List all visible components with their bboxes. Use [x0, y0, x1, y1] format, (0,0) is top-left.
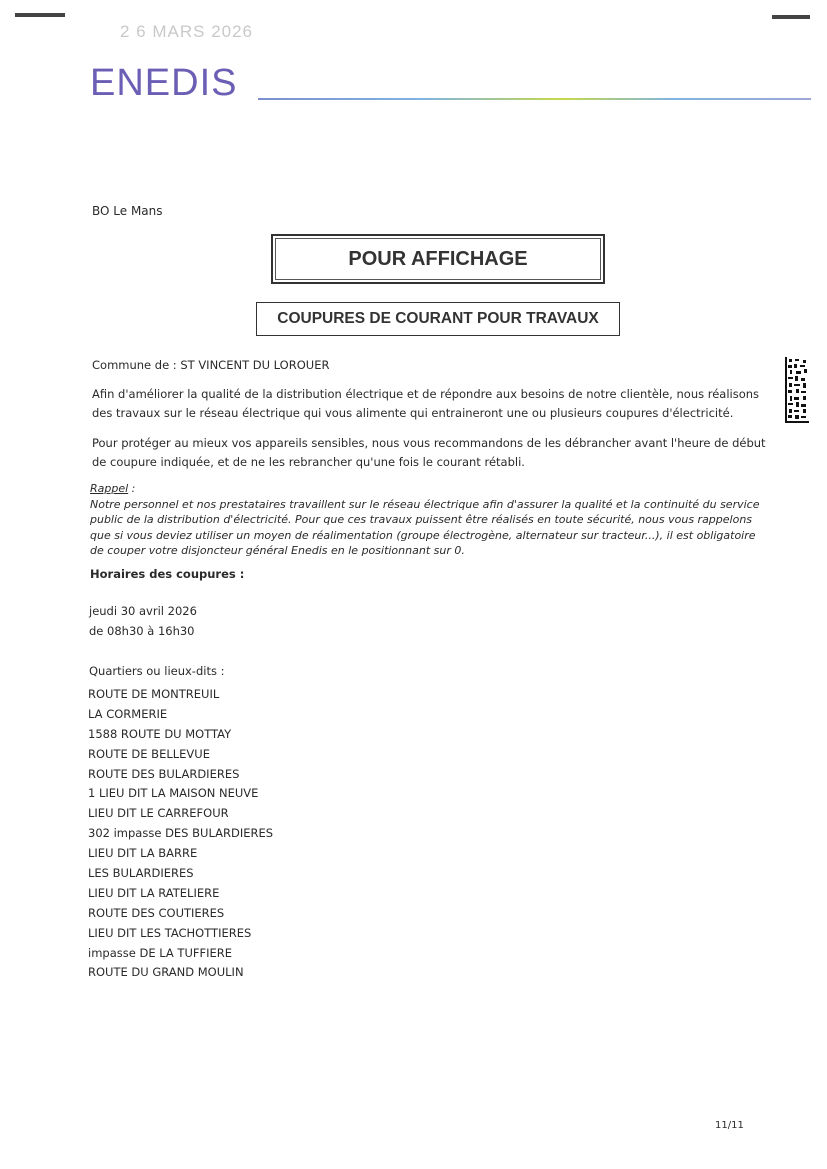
list-item: ROUTE DES BULARDIERES	[88, 766, 240, 781]
list-item: LIEU DIT LE CARREFOUR	[88, 806, 229, 821]
notice-subheading: COUPURES DE COURANT POUR TRAVAUX	[277, 310, 599, 327]
enedis-logo: ENEDIS	[90, 62, 238, 104]
advice-paragraph: Pour protéger au mieux vos appareils sensibles, nous vous recommandons de les débrancher avant l'heure de début de coupure indiquée, et de ne les rebrancher qu'une fois le courant rétabli.	[92, 436, 766, 469]
datamatrix-code	[785, 357, 809, 423]
rappel-text: Notre personnel et nos prestataires travaillent sur le réseau électrique afin d'assurer la qualité et la continuité du service public de la distribution d'électricité. Pour que ces travaux puissent être réalisés en toute sécurité, nous vous rappelons que si vous deviez utiliser un moyen de réalimentation (groupe électrogène, alternateur sur tracteur...), il est obligatoire de couper votre disjoncteur général Enedis en le positionnant sur 0.	[90, 497, 760, 557]
notice-heading: POUR AFFICHAGE	[348, 247, 528, 270]
list-item: LA CORMERIE	[88, 706, 168, 721]
list-item: LIEU DIT LES TACHOTTIERES	[88, 925, 252, 940]
list-item: LES BULARDIERES	[88, 866, 194, 881]
scan-mark-left	[15, 13, 65, 17]
schedule-title: Horaires des coupures :	[90, 567, 245, 581]
scan-mark-right	[772, 15, 810, 19]
list-item: LIEU DIT LA RATELIERE	[88, 885, 220, 900]
date-stamp: 2 6 MARS 2026	[120, 22, 254, 41]
commune-line: Commune de : ST VINCENT DU LOROUER	[92, 358, 330, 372]
intro-paragraph: Afin d'améliorer la qualité de la distribution électrique et de répondre aux besoins de notre clientèle, nous réalisons des travaux sur le réseau électrique qui vous alimente qui entraineront une ou plusieurs coupures d'électricité.	[92, 387, 760, 420]
logo-divider-line	[258, 98, 811, 100]
rappel-label: Rappel	[90, 482, 129, 495]
list-item: ROUTE DES COUTIERES	[88, 905, 225, 920]
schedule-time: de 08h30 à 16h30	[89, 624, 195, 638]
rappel-label-suffix: :	[128, 482, 136, 495]
notice-subheading-box	[256, 302, 620, 336]
list-item: ROUTE DE BELLEVUE	[88, 746, 210, 761]
list-item: 1588 ROUTE DU MOTTAY	[88, 726, 232, 741]
places-title: Quartiers ou lieux-dits :	[89, 664, 225, 678]
list-item: ROUTE DU GRAND MOULIN	[88, 965, 244, 980]
rappel-block	[90, 481, 770, 559]
sender-office: BO Le Mans	[92, 204, 163, 218]
places-list	[88, 685, 273, 983]
notice-heading-box	[271, 234, 605, 284]
list-item: 302 impasse DES BULARDIERES	[88, 826, 274, 841]
list-item: LIEU DIT LA BARRE	[88, 846, 198, 861]
list-item: 1 LIEU DIT LA MAISON NEUVE	[88, 786, 259, 801]
schedule-date: jeudi 30 avril 2026	[89, 604, 197, 618]
page-number: 11/11	[715, 1120, 744, 1131]
list-item: impasse DE LA TUFFIERE	[88, 945, 233, 960]
list-item: ROUTE DE MONTREUIL	[88, 687, 220, 701]
